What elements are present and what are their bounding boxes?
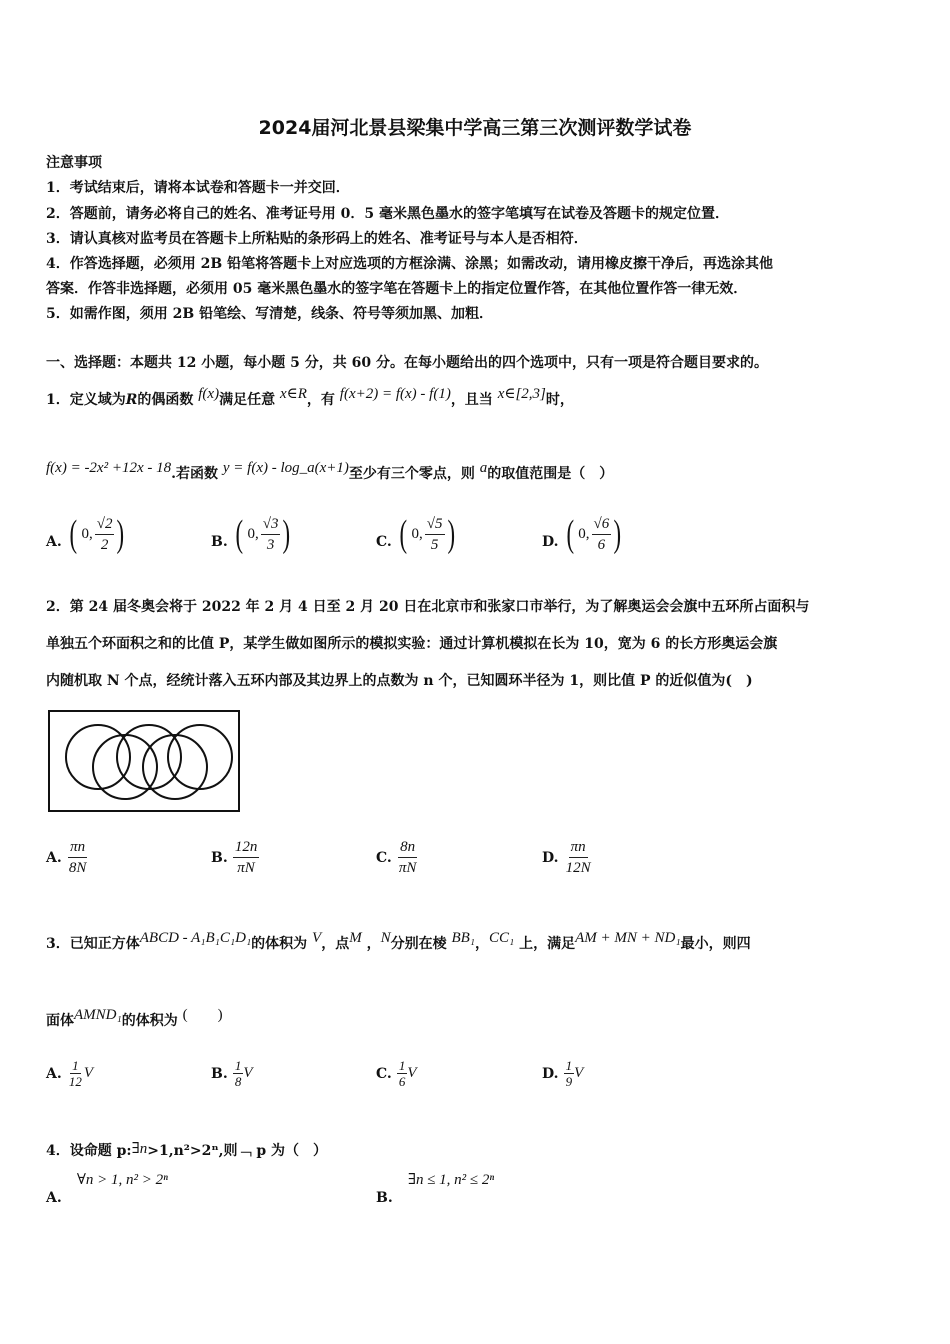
question-1-line-1: 1．定义域为R的偶函数 f(x)满足任意 x∈R，有 f(x+2) = f(x) - f(1)，且当 x∈[2,3]时， xyxy=(46,386,574,408)
q1-option-d[interactable]: D. ( 0, $\frac{√6}{6}$ ) xyxy=(542,513,622,555)
notice-item: 1．考试结束后，请将本试卷和答题卡一并交回． xyxy=(46,180,350,196)
question-3-line-2: 面体AMND₁的体积为 ( ) xyxy=(46,1007,223,1029)
q3-option-c[interactable]: C. $\frac{1}{6}$ V xyxy=(376,1058,417,1089)
notice-item: 答案．作答非选择题，必须用 05 毫米黑色墨水的签字笔在答题卡上的指定位置作答，在其他位置作答一律无效． xyxy=(46,281,748,297)
notice-item: 4．作答选择题，必须用 2B 铅笔将答题卡上对应选项的方框涂满、涂黑；如需改动，请用橡皮擦干净后，再选涂其他 xyxy=(46,256,774,272)
question-2-line-2: 单独五个环面积之和的比值 P，某学生做如图所示的模拟实验：通过计算机模拟在长为 10，宽为 6 的长方形奥运会旗 xyxy=(46,636,778,652)
page-title: 2024届河北景县梁集中学高三第三次测评数学试卷 xyxy=(258,117,692,139)
q2-option-d[interactable]: D. $\frac{\pi n}{12N}$ xyxy=(542,839,591,876)
notice-heading: 注意事项 xyxy=(46,155,102,171)
q1-option-a[interactable]: A. ( 0, $\frac{√2}{2}$ ) xyxy=(46,513,125,555)
question-2-line-3: 内随机取 N 个点，经统计落入五环内部及其边界上的点数为 n 个，已知圆环半径为 1，则比值 P 的近似值为( ) xyxy=(46,673,753,689)
notice-item: 2．答题前，请务必将自己的姓名、准考证号用 0．5 毫米黑色墨水的签字笔填写在试卷及答题卡的规定位置． xyxy=(46,206,729,222)
q2-option-b[interactable]: B. $\frac{12n}{\pi N}$ xyxy=(211,839,258,876)
q3-option-a[interactable]: A. $\frac{1}{12}$ V xyxy=(46,1058,94,1089)
q4-option-b[interactable]: B. ∃n ≤ 1, n² ≤ 2ⁿ xyxy=(376,1172,495,1206)
question-1-line-2: f(x) = -2x² +12x - 18.若函数 y = f(x) - log_a(x+1)至少有三个零点，则 a的取值范围是（ ） xyxy=(46,460,614,482)
question-3-line-1: 3．已知正方体ABCD - A₁B₁C₁D₁的体积为 V，点M ，N分别在棱 BB₁，CC₁ 上，满足AM + MN + ND₁最小，则四 xyxy=(46,930,751,952)
notice-item: 5．如需作图，须用 2B 铅笔绘、写清楚，线条、符号等须加黑、加粗． xyxy=(46,306,494,322)
section-heading: 一、选择题：本题共 12 小题，每小题 5 分，共 60 分。在每小题给出的四个选项中，只有一项是符合题目要求的。 xyxy=(46,355,768,371)
ring-4 xyxy=(93,735,157,799)
q2-option-a[interactable]: A. $\frac{\pi n}{8N}$ xyxy=(46,839,87,876)
question-2-line-1: 2．第 24 届冬奥会将于 2022 年 2 月 4 日至 2 月 20 日在北京市和张家口市举行，为了解奥运会会旗中五环所占面积与 xyxy=(46,599,810,615)
q4-option-a[interactable]: A. ∀n > 1, n² > 2ⁿ xyxy=(46,1172,168,1206)
q3-option-d[interactable]: D. $\frac{1}{9}$ V xyxy=(542,1058,584,1089)
q3-option-b[interactable]: B. $\frac{1}{8}$ V xyxy=(211,1058,253,1089)
q2-option-c[interactable]: C. $\frac{8n}{\pi N}$ xyxy=(376,839,417,876)
notice-item: 3．请认真核对监考员在答题卡上所粘贴的条形码上的姓名、准考证号与本人是否相符． xyxy=(46,231,588,247)
ring-5 xyxy=(143,735,207,799)
q1-option-b[interactable]: B. ( 0, $\frac{√3}{3}$ ) xyxy=(211,513,291,555)
q1-option-c[interactable]: C. ( 0, $\frac{√5}{5}$ ) xyxy=(376,513,455,555)
question-4: 4．设命题 p:∃n>1,n²>2ⁿ,则﹁ p 为（ ） xyxy=(46,1141,328,1159)
olympic-rings-figure xyxy=(48,709,240,813)
